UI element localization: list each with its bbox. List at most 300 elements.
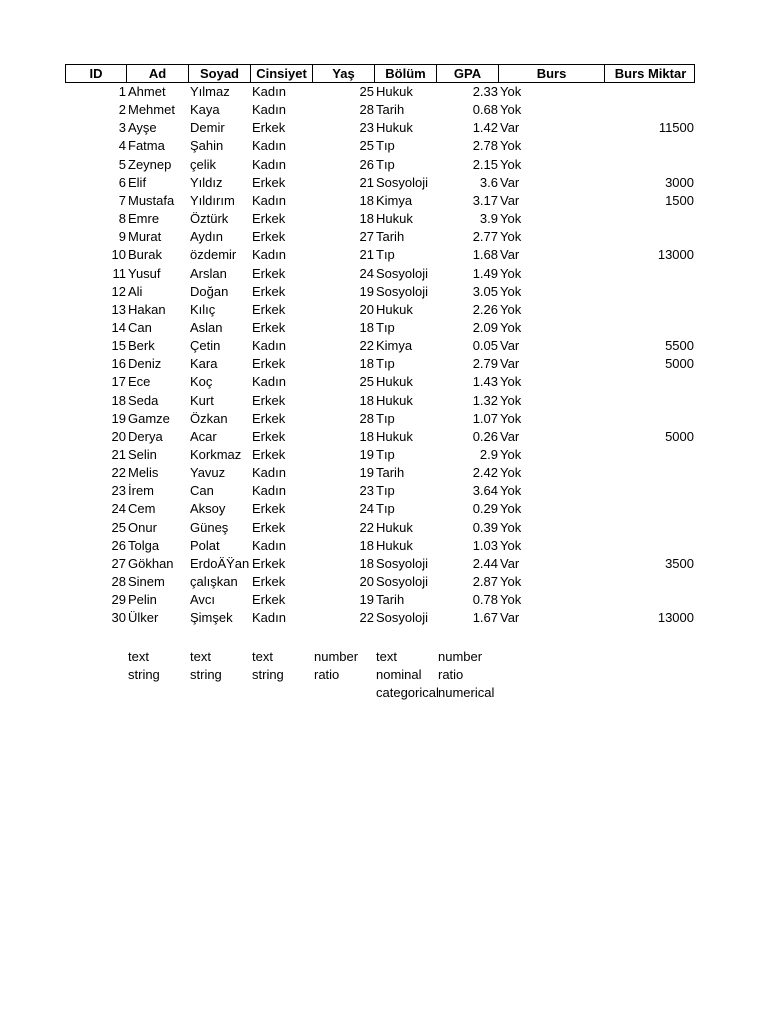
cell-ad: Ali [128, 283, 143, 299]
cell-cinsiyet: Kadın [252, 537, 286, 553]
cell-gpa: 1.03 [472, 537, 498, 553]
cell-cinsiyet: Erkek [252, 447, 286, 462]
type-note: string [190, 667, 222, 683]
cell-burs-miktar: 13000 [657, 610, 694, 626]
cell-soyad: Can [190, 483, 214, 499]
cell-cinsiyet: Erkek [252, 211, 286, 227]
cell-ad: Seda [128, 392, 159, 408]
cell-bolum: Tıp [376, 410, 395, 426]
cell-bolum: Hukuk [376, 392, 413, 408]
table-row [0, 355, 768, 373]
cell-soyad: Acar [190, 428, 217, 444]
cell-burs-miktar: 5500 [665, 338, 694, 354]
cell-cinsiyet: Erkek [252, 229, 286, 245]
cell-soyad: Yılmaz [190, 84, 230, 99]
cell-burs: Yok [500, 410, 522, 426]
cell-id: 4 [118, 138, 126, 154]
cell-burs-miktar: 3000 [665, 174, 694, 190]
cell-burs-miktar: 5000 [665, 428, 694, 444]
cell-yas: 19 [359, 465, 374, 481]
cell-id: 7 [118, 192, 126, 208]
cell-yas: 19 [359, 592, 374, 608]
type-note: text [190, 649, 211, 664]
cell-gpa: 2.9 [479, 447, 498, 462]
cell-gpa: 1.67 [472, 610, 498, 626]
cell-bolum: Hukuk [376, 211, 413, 227]
cell-gpa: 3.05 [472, 283, 498, 299]
cell-ad: Gökhan [128, 555, 174, 571]
table-row [0, 210, 768, 228]
cell-ad: Fatma [128, 138, 165, 154]
cell-ad: Gamze [128, 410, 170, 426]
cell-gpa: 1.07 [472, 410, 498, 426]
cell-id: 2 [118, 102, 126, 118]
type-note: numerical [438, 685, 495, 701]
cell-id: 28 [111, 574, 126, 590]
cell-burs: Yok [500, 374, 522, 390]
table-row [0, 246, 768, 264]
cell-burs: Yok [500, 465, 522, 481]
cell-id: 6 [118, 174, 126, 190]
cell-gpa: 0.05 [472, 338, 498, 354]
cell-soyad: Şimşek [190, 610, 233, 626]
cell-bolum: Tarih [376, 592, 405, 608]
cell-gpa: 3.17 [472, 192, 498, 208]
cell-burs: Yok [500, 211, 522, 227]
cell-cinsiyet: Kadın [252, 465, 286, 481]
cell-ad: Ülker [128, 610, 159, 626]
cell-burs: Var [500, 338, 520, 354]
cell-burs-miktar: 3500 [665, 555, 694, 571]
cell-yas: 18 [359, 356, 374, 372]
cell-cinsiyet: Kadın [252, 610, 286, 626]
cell-cinsiyet: Kadın [252, 138, 286, 154]
cell-bolum: Hukuk [376, 374, 413, 390]
header-burs-miktar: Burs Miktar [614, 66, 687, 81]
cell-soyad: Kurt [190, 392, 214, 408]
table-row [0, 174, 768, 192]
cell-bolum: Sosyoloji [376, 174, 429, 190]
table-row [0, 319, 768, 337]
cell-id: 1 [118, 84, 126, 99]
cell-burs: Yok [500, 447, 522, 462]
cell-yas: 25 [359, 84, 374, 99]
type-note: text [128, 649, 149, 664]
table-row [0, 83, 768, 101]
cell-ad: Pelin [128, 592, 157, 608]
cell-soyad: Yavuz [190, 465, 226, 481]
cell-burs: Yok [500, 283, 522, 299]
cell-gpa: 2.79 [472, 356, 498, 372]
cell-cinsiyet: Erkek [252, 319, 286, 335]
cell-yas: 18 [359, 211, 374, 227]
type-note: categorical [376, 685, 439, 701]
cell-cinsiyet: Kadın [252, 247, 286, 263]
cell-ad: Sinem [128, 574, 165, 590]
cell-gpa: 2.78 [472, 138, 498, 154]
cell-id: 11 [112, 265, 126, 281]
cell-bolum: Tıp [376, 319, 395, 335]
cell-id: 29 [111, 592, 126, 608]
table-row [0, 591, 768, 609]
cell-bolum: Sosyoloji [376, 265, 429, 281]
cell-gpa: 3.9 [479, 211, 498, 227]
cell-ad: Zeynep [128, 156, 172, 172]
cell-burs: Yok [500, 138, 522, 154]
cell-ad: Deniz [128, 356, 162, 372]
cell-gpa: 2.87 [472, 574, 498, 590]
cell-yas: 25 [359, 374, 374, 390]
cell-ad: Onur [128, 519, 157, 535]
table-row [0, 283, 768, 301]
cell-cinsiyet: Erkek [252, 356, 286, 372]
cell-burs: Yok [500, 519, 522, 535]
cell-yas: 27 [359, 229, 374, 245]
cell-gpa: 2.09 [472, 319, 498, 335]
type-note: text [252, 649, 273, 664]
type-note: string [128, 667, 160, 683]
cell-ad: Tolga [128, 537, 160, 553]
cell-soyad: Kara [190, 356, 218, 372]
cell-yas: 25 [359, 138, 374, 154]
cell-yas: 28 [359, 410, 374, 426]
cell-soyad: Doğan [190, 283, 229, 299]
cell-bolum: Tarih [376, 102, 405, 118]
cell-bolum: Kimya [376, 192, 413, 208]
cell-cinsiyet: Kadın [252, 483, 286, 499]
cell-cinsiyet: Kadın [252, 374, 286, 390]
cell-soyad: Yıldız [190, 174, 223, 190]
cell-ad: Murat [128, 229, 162, 245]
cell-id: 13 [111, 301, 126, 317]
type-note: ratio [314, 667, 340, 683]
type-note: nominal [376, 667, 422, 683]
cell-burs-miktar: 1500 [665, 192, 694, 208]
table-row [0, 392, 768, 410]
cell-ad: Can [128, 319, 152, 335]
cell-burs: Yok [500, 537, 522, 553]
cell-bolum: Kimya [376, 338, 413, 354]
cell-burs: Yok [500, 592, 522, 608]
cell-soyad: Avcı [190, 592, 216, 608]
cell-bolum: Hukuk [376, 537, 413, 553]
cell-bolum: Hukuk [376, 519, 413, 535]
cell-ad: Ece [128, 374, 151, 390]
table-row [0, 609, 768, 627]
cell-burs: Yok [500, 84, 522, 99]
cell-gpa: 2.42 [472, 465, 498, 481]
cell-cinsiyet: Kadın [252, 338, 286, 354]
cell-burs: Yok [500, 301, 522, 317]
table-row [0, 500, 768, 518]
cell-yas: 22 [359, 610, 374, 626]
cell-soyad: Arslan [190, 265, 227, 281]
table-row [0, 573, 768, 591]
cell-burs: Var [500, 610, 520, 626]
cell-cinsiyet: Erkek [252, 519, 286, 535]
cell-bolum: Tıp [376, 356, 395, 372]
cell-yas: 22 [359, 338, 374, 354]
cell-bolum: Hukuk [376, 84, 413, 99]
cell-burs: Var [500, 120, 520, 136]
cell-bolum: Tarih [376, 465, 405, 481]
cell-soyad: Kılıç [190, 301, 216, 317]
cell-burs-miktar: 5000 [665, 356, 694, 372]
cell-yas: 21 [359, 247, 374, 263]
cell-id: 18 [111, 392, 126, 408]
cell-id: 15 [111, 338, 126, 354]
type-note: number [314, 649, 359, 664]
cell-id: 21 [111, 447, 126, 462]
cell-bolum: Sosyoloji [376, 574, 429, 590]
cell-gpa: 2.15 [472, 156, 498, 172]
cell-soyad: ErdoÄŸan [190, 555, 250, 571]
cell-id: 22 [111, 465, 126, 481]
cell-ad: Berk [128, 338, 155, 354]
cell-gpa: 2.44 [472, 555, 498, 571]
cell-soyad: Aksoy [190, 501, 226, 517]
table-row [0, 537, 768, 555]
cell-yas: 18 [359, 392, 374, 408]
cell-soyad: Korkmaz [190, 447, 242, 462]
header-id: ID [66, 65, 127, 82]
cell-yas: 22 [359, 519, 374, 535]
type-note: number [438, 649, 483, 664]
table-row [0, 156, 768, 174]
cell-cinsiyet: Erkek [252, 301, 286, 317]
cell-bolum: Tıp [376, 156, 395, 172]
cell-burs: Yok [500, 501, 522, 517]
cell-bolum: Sosyoloji [376, 610, 429, 626]
cell-soyad: Güneş [190, 519, 229, 535]
cell-burs: Yok [500, 156, 522, 172]
cell-yas: 18 [359, 319, 374, 335]
cell-ad: Melis [128, 465, 159, 481]
cell-cinsiyet: Erkek [252, 265, 286, 281]
header-gpa: GPA [437, 65, 499, 82]
cell-burs: Var [500, 192, 520, 208]
cell-bolum: Tıp [376, 501, 395, 517]
cell-gpa: 1.32 [472, 392, 498, 408]
cell-yas: 19 [359, 283, 374, 299]
cell-cinsiyet: Erkek [252, 410, 286, 426]
cell-yas: 18 [359, 428, 374, 444]
cell-soyad: özdemir [190, 247, 237, 263]
cell-bolum: Hukuk [376, 120, 413, 136]
cell-burs: Yok [500, 102, 522, 118]
cell-cinsiyet: Kadın [252, 156, 286, 172]
cell-cinsiyet: Kadın [252, 192, 286, 208]
cell-id: 3 [118, 120, 126, 136]
header-bolum: Bölüm [375, 65, 437, 82]
cell-soyad: Aslan [190, 319, 223, 335]
cell-bolum: Tıp [376, 138, 395, 154]
cell-ad: Ahmet [128, 84, 166, 99]
cell-yas: 28 [359, 102, 374, 118]
cell-bolum: Tıp [376, 247, 395, 263]
cell-burs: Var [500, 555, 520, 571]
cell-burs: Var [500, 174, 520, 190]
cell-burs: Yok [500, 574, 522, 590]
cell-id: 8 [118, 211, 126, 227]
type-note: ratio [438, 667, 464, 683]
cell-ad: Yusuf [128, 265, 161, 281]
cell-bolum: Hukuk [376, 428, 413, 444]
header-soyad: Soyad [189, 65, 251, 82]
cell-soyad: Kaya [190, 102, 220, 118]
cell-id: 10 [111, 247, 126, 263]
cell-bolum: Sosyoloji [376, 555, 429, 571]
cell-ad: Derya [128, 428, 163, 444]
table-row [0, 555, 768, 573]
cell-cinsiyet: Erkek [252, 283, 286, 299]
cell-ad: Mehmet [128, 102, 175, 118]
table-row [0, 119, 768, 137]
cell-bolum: Sosyoloji [376, 283, 429, 299]
cell-soyad: çalışkan [190, 574, 238, 590]
cell-soyad: Özkan [190, 410, 228, 426]
cell-soyad: Demir [190, 120, 225, 136]
cell-yas: 20 [359, 301, 374, 317]
cell-gpa: 3.6 [479, 174, 498, 190]
cell-cinsiyet: Erkek [252, 174, 286, 190]
cell-cinsiyet: Erkek [252, 555, 286, 571]
cell-ad: Hakan [128, 301, 166, 317]
cell-gpa: 1.49 [472, 265, 498, 281]
cell-gpa: 3.64 [472, 483, 498, 499]
cell-burs: Var [500, 428, 520, 444]
cell-id: 27 [111, 555, 126, 571]
header-ad: Ad [127, 65, 189, 82]
cell-gpa: 0.29 [472, 501, 498, 517]
table-row [0, 192, 768, 210]
cell-ad: Selin [128, 447, 157, 462]
cell-id: 19 [111, 410, 126, 426]
cell-burs: Yok [500, 265, 522, 281]
table-row [0, 265, 768, 283]
type-note: string [252, 667, 284, 683]
cell-gpa: 1.43 [472, 374, 498, 390]
cell-id: 14 [111, 319, 126, 335]
cell-soyad: Yıldırım [190, 192, 235, 208]
cell-yas: 20 [359, 574, 374, 590]
cell-bolum: Hukuk [376, 301, 413, 317]
cell-gpa: 2.26 [472, 301, 498, 317]
cell-cinsiyet: Erkek [252, 501, 286, 517]
cell-yas: 23 [359, 483, 374, 499]
table-row [0, 482, 768, 500]
cell-cinsiyet: Erkek [252, 592, 286, 608]
table-row [0, 373, 768, 391]
header-yas: Yaş [313, 65, 375, 82]
cell-yas: 19 [359, 447, 374, 462]
cell-id: 5 [118, 156, 126, 172]
type-note: text [376, 649, 397, 664]
table-row [0, 228, 768, 246]
cell-cinsiyet: Erkek [252, 574, 286, 590]
cell-burs-miktar: 11500 [658, 120, 694, 136]
cell-yas: 24 [359, 265, 374, 281]
header-cinsiyet: Cinsiyet [251, 65, 313, 82]
cell-yas: 21 [359, 174, 374, 190]
cell-id: 24 [111, 501, 126, 517]
cell-gpa: 1.42 [472, 120, 498, 136]
table-row [0, 464, 768, 482]
cell-id: 16 [111, 356, 126, 372]
cell-yas: 24 [359, 501, 374, 517]
cell-gpa: 2.77 [472, 229, 498, 245]
cell-yas: 26 [359, 156, 374, 172]
cell-burs: Yok [500, 319, 522, 335]
table-row [0, 410, 768, 428]
cell-cinsiyet: Erkek [252, 428, 286, 444]
cell-cinsiyet: Kadın [252, 102, 286, 118]
cell-ad: Burak [128, 247, 162, 263]
cell-id: 20 [111, 428, 126, 444]
cell-id: 30 [111, 610, 126, 626]
cell-id: 23 [111, 483, 126, 499]
table-row [0, 337, 768, 355]
cell-soyad: Çetin [190, 338, 221, 354]
cell-gpa: 0.68 [472, 102, 498, 118]
cell-cinsiyet: Erkek [252, 392, 286, 408]
cell-yas: 18 [359, 192, 374, 208]
cell-soyad: Polat [190, 537, 220, 553]
cell-burs: Yok [500, 229, 522, 245]
header-burs: Burs [499, 65, 605, 82]
cell-bolum: Tıp [376, 447, 395, 462]
cell-soyad: çelik [190, 156, 217, 172]
cell-id: 9 [118, 229, 126, 245]
cell-id: 25 [111, 519, 126, 535]
table-row [0, 428, 768, 446]
cell-yas: 23 [359, 120, 374, 136]
cell-ad: Ayşe [128, 120, 157, 136]
cell-cinsiyet: Kadın [252, 84, 286, 99]
cell-ad: Cem [128, 501, 156, 517]
cell-yas: 18 [359, 537, 374, 553]
cell-gpa: 1.68 [472, 247, 498, 263]
cell-burs: Var [500, 247, 520, 263]
cell-soyad: Öztürk [190, 211, 229, 227]
cell-soyad: Aydın [190, 229, 224, 245]
cell-soyad: Koç [190, 374, 213, 390]
cell-gpa: 0.26 [472, 428, 498, 444]
table-row [0, 101, 768, 119]
cell-ad: İrem [128, 483, 154, 499]
cell-burs: Var [500, 356, 520, 372]
cell-ad: Mustafa [128, 192, 175, 208]
cell-id: 17 [111, 374, 126, 390]
cell-yas: 18 [359, 555, 374, 571]
cell-ad: Elif [128, 174, 147, 190]
table-header [65, 64, 695, 83]
table-row [0, 519, 768, 537]
cell-bolum: Tıp [376, 483, 395, 499]
table-row [0, 446, 768, 464]
cell-gpa: 0.78 [472, 592, 498, 608]
table-row [0, 301, 768, 319]
cell-burs: Yok [500, 392, 522, 408]
cell-burs: Yok [500, 483, 522, 499]
cell-burs-miktar: 13000 [657, 247, 694, 263]
table-row [0, 137, 768, 155]
cell-id: 26 [111, 537, 126, 553]
cell-bolum: Tarih [376, 229, 405, 245]
cell-cinsiyet: Erkek [252, 120, 286, 136]
cell-id: 12 [111, 283, 126, 299]
cell-gpa: 2.33 [472, 84, 498, 99]
